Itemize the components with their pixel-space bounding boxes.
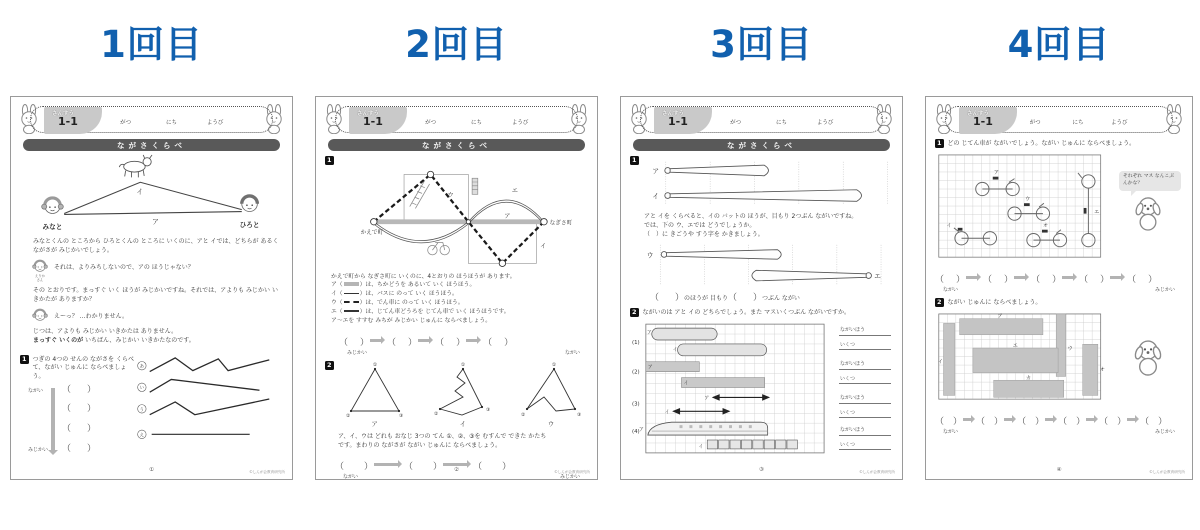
question-1-badge: 1 <box>326 156 332 164</box>
question-2-badge: 2 <box>936 298 942 307</box>
left-kid-name: みなと <box>42 223 63 232</box>
bats-a-i-figure <box>643 156 893 210</box>
svg-text:②: ② <box>433 412 439 418</box>
arrow-icon <box>1062 276 1073 279</box>
copyright: ©しんが会教育研究所 <box>249 470 285 474</box>
short-label: みじかい <box>1154 287 1175 294</box>
arrow-icon <box>443 463 467 466</box>
short-label: みじかい <box>347 350 368 357</box>
svg-text:③: ③ <box>577 413 582 419</box>
subject-label: さんすう <box>967 110 990 117</box>
answer-blank[interactable]: （ ） <box>935 417 963 428</box>
arrow-icon <box>1086 418 1094 421</box>
arrow-icon <box>1045 418 1053 421</box>
bars-grid-section <box>935 310 1183 405</box>
row-3-label: (3) <box>631 401 640 408</box>
boy-hiroto-icon <box>242 196 258 212</box>
answer-blank[interactable]: （ ） <box>1140 417 1168 428</box>
row-3-arrows <box>665 395 769 415</box>
bike-o-label: オ <box>1042 223 1049 230</box>
page-number: ③ <box>759 467 764 473</box>
copyright: ©しんが会教育研究所 <box>554 470 590 474</box>
worksheet-header <box>935 104 1183 134</box>
sheet-title-band: ながさくらべ <box>633 139 890 151</box>
bar-order-chain <box>935 409 1183 435</box>
header-pill <box>640 106 883 133</box>
question-1-badge: 1 <box>631 156 637 164</box>
day-label: にち <box>1072 120 1084 126</box>
bars-grid-figure <box>935 310 1113 405</box>
shape-a-figure <box>342 361 408 419</box>
bat-a <box>664 165 768 176</box>
helper-side-panel <box>1113 310 1183 405</box>
svg-text:ア: ア <box>704 395 710 402</box>
speech-bubble: それぞれ マス なんこぶんかな？ <box>1119 171 1181 190</box>
bar-i-label: イ <box>937 359 944 366</box>
answer-blank[interactable]: （ ） <box>1017 417 1045 428</box>
conclusion-paragraph: じつは、アよりも みじかい いきかたは ありません。 まっすぐ いくのが いちばん、みじかい いきかたなのです。 <box>33 328 195 345</box>
question-2-section <box>325 361 588 428</box>
page-footer <box>926 467 1192 476</box>
bat-u <box>661 250 781 260</box>
bat-e-label: エ <box>873 272 881 281</box>
answer-blank[interactable]: （ ） <box>473 462 512 473</box>
shape-u-label: ウ <box>547 420 555 429</box>
legend-i: イ（ ）は、バスに のって いく ほうほう。 <box>331 291 458 298</box>
shape-u-figure <box>518 361 584 419</box>
zigzag-lines <box>150 358 270 434</box>
arrow-icon <box>418 339 429 342</box>
attempt-column-4 <box>925 0 1193 530</box>
arrow-icon <box>1004 418 1012 421</box>
line-labels <box>138 362 146 439</box>
long-label: ながい <box>943 287 959 294</box>
bar-o-label: オ <box>1099 367 1105 374</box>
gray-bars <box>944 314 1098 397</box>
answer-blank[interactable]: （ ） <box>335 462 374 473</box>
teacher-paragraph: その とおりです。まっすぐ いく ほうが みじかいですね。それでは、アよりも みじかい いきかたが ありますか？ <box>33 287 278 304</box>
question-1-badge: 1 <box>21 355 27 364</box>
route-u-label: ウ <box>447 191 454 199</box>
worksheet-page-1 <box>10 96 293 480</box>
girl-avatar <box>31 258 49 282</box>
order-answer-column <box>28 386 136 454</box>
grade-label: 1-1 <box>58 115 78 128</box>
bar-a-label: ア <box>997 314 1003 321</box>
grade-label: 1-1 <box>363 115 383 128</box>
legend-intro: かえで町から なぎさ町に いくのに、4とおりの ほうほうが あります。 <box>331 273 516 280</box>
intro-paragraph: みなとくんの ところから ひろとくんの ところに いくのに、アと イでは、どちらが あるく ながさが みじかいでしょう。 <box>33 238 279 254</box>
arrow-icon <box>466 339 477 342</box>
girl-avatar <box>31 307 49 323</box>
header-pill <box>335 106 578 133</box>
answer-blank[interactable]: （ ） <box>62 384 97 395</box>
answer-blank[interactable]: （ ） <box>62 404 97 415</box>
gray-bar-swatch <box>344 282 359 286</box>
bicycle-grid-figure <box>935 151 1113 263</box>
attempt-column-2 <box>315 0 598 530</box>
long-label: ながい <box>28 387 44 394</box>
answer-blank[interactable]: （ ） <box>62 424 97 435</box>
day-label: にち <box>470 120 482 126</box>
weekday-label: ようび <box>816 120 834 126</box>
arrow-icon <box>370 339 381 342</box>
long-label: ながい <box>343 474 359 481</box>
answer-line-long[interactable]: ながいほう <box>839 426 891 436</box>
svg-text:イ: イ <box>664 409 670 416</box>
walk-paths-illustration <box>20 153 284 233</box>
grade-label: 1-1 <box>668 115 688 128</box>
question-2-text: ながいのは アと イの どちらでしょう。また マスいくつぶん ながいですか。 <box>642 308 850 316</box>
bike-i-label: イ <box>946 223 952 230</box>
question-1-text: つぎの 4つの せんの ながさを くらべて、ながい じゅんに ならべましょう。 <box>32 355 134 381</box>
answer-column <box>839 320 893 459</box>
question-1-badge: 1 <box>936 139 942 147</box>
worksheet-page-4 <box>925 96 1193 480</box>
answer-line-long[interactable]: ながいほう <box>839 326 891 336</box>
long-label: ながい <box>943 429 959 436</box>
svg-text:ア: ア <box>638 427 644 434</box>
worksheet-page-3 <box>620 96 903 480</box>
svg-text:い: い <box>139 386 145 392</box>
answer-blank[interactable]: （ ） <box>387 338 418 349</box>
question-1-answer-line <box>650 293 893 303</box>
arrow-icon <box>963 418 971 421</box>
speech-row-1 <box>31 258 283 282</box>
answer-end-text: つぶん ながい <box>761 295 800 302</box>
bat-i <box>664 190 861 202</box>
compare-grid-figure <box>630 320 834 459</box>
month-label: がつ <box>1029 120 1041 126</box>
header-pill <box>30 106 273 133</box>
answer-line-count[interactable]: いくつ <box>839 409 891 419</box>
row-1-breads <box>647 328 767 356</box>
arrow-icon <box>1014 276 1025 279</box>
answer-blank[interactable]: （ ） <box>983 275 1014 286</box>
speech-text: それは、よりみちしないので、アの ほうじゃない？ <box>54 264 194 271</box>
question-2-badge: 2 <box>326 361 332 370</box>
bats-u-e-figure <box>637 241 887 289</box>
speech-row-2 <box>31 307 283 323</box>
route-legend <box>331 273 588 327</box>
route-a-label: ア <box>503 212 510 220</box>
header-pill <box>945 106 1173 133</box>
legend-u: ウ（ ）は、でん車に のって いく ほうほう。 <box>331 300 464 307</box>
svg-text:あ: あ <box>139 364 145 370</box>
arrow-icon <box>1110 276 1121 279</box>
question-1-text: どの じてん車が ながいでしょう。ながい じゅんに ならべましょう。 <box>947 139 1136 147</box>
question-2-text: ア、イ、ウは どれも おなじ 3つの てん ①、②、③を むすんで できた かたち です。まわりの ながさが ながい じゅんに ならべましょう。 <box>338 433 547 450</box>
answer-line-long[interactable]: ながいほう <box>839 394 891 404</box>
answer-blank[interactable]: （ ） <box>650 293 685 303</box>
svg-text:①: ① <box>460 363 465 369</box>
question-2-text: ながい じゅんに ならべましょう。 <box>947 298 1042 306</box>
long-to-short-arrow-icon <box>51 388 55 450</box>
answer-blank[interactable]: （ ） <box>1127 275 1158 286</box>
grade-label: 1-1 <box>973 115 993 128</box>
answer-blank[interactable]: （ ） <box>435 338 466 349</box>
thin-line-swatch <box>344 293 359 294</box>
grid-lines <box>939 155 1101 257</box>
shape-i-label: イ <box>459 420 466 429</box>
arrow-icon <box>966 276 977 279</box>
page-footer <box>621 467 902 476</box>
route-map-diagram <box>337 165 577 269</box>
answer-mid-text: のほうが 目もり <box>684 295 728 302</box>
answer-blank[interactable]: （ ） <box>1058 417 1086 428</box>
worksheet-page-2 <box>315 96 598 480</box>
worksheet-header <box>20 104 283 134</box>
question-2-badge: 2 <box>631 308 637 316</box>
girl-face-icon <box>32 258 48 274</box>
answer-blank[interactable]: （ ） <box>62 443 97 454</box>
bar-u-label: ウ <box>1067 346 1073 353</box>
sheet-title-band: ながさくらべ <box>23 139 280 151</box>
dashed-line-swatch <box>344 301 359 303</box>
map-box-right <box>468 221 536 263</box>
day-label: にち <box>165 120 177 126</box>
page-footer <box>11 467 292 476</box>
shape-i <box>430 361 496 428</box>
four-lines-figure <box>136 350 283 452</box>
attempt-3-title: 3回目 <box>710 23 813 66</box>
dog-icon <box>119 155 152 177</box>
weekday-label: ようび <box>206 120 224 126</box>
bat-i-label: イ <box>651 192 659 201</box>
weekday-label: ようび <box>511 120 529 126</box>
helper-side-panel <box>1113 151 1183 263</box>
svg-text:ア: ア <box>646 330 652 337</box>
legend-a: ア（ ）は、ちかどうを あるいて いく ほうほう。 <box>331 282 476 289</box>
bar-e-label: エ <box>1012 343 1018 350</box>
emphasis-text: まっすぐ いくのが <box>33 337 84 345</box>
short-label: みじかい <box>1154 429 1175 436</box>
answer-blank[interactable]: （ ） <box>483 338 514 349</box>
answer-line-long[interactable]: ながいほう <box>839 360 891 370</box>
girl-minato-icon <box>42 198 64 214</box>
bike-a <box>976 177 1020 196</box>
long-label: ながい <box>564 350 580 357</box>
answer-blank[interactable]: （ ） <box>1031 275 1062 286</box>
right-town-label: なぎさ町 <box>549 220 572 227</box>
subject-label: さんすう <box>52 110 75 117</box>
bicycle-grid-section <box>935 151 1183 263</box>
svg-text:②: ② <box>345 414 350 420</box>
svg-text:イ: イ <box>683 380 689 387</box>
left-town-label: かえで町 <box>360 229 383 236</box>
worksheet-header <box>630 104 893 134</box>
month-label: がつ <box>425 120 437 126</box>
route-u-train <box>373 174 543 263</box>
bat-u-label: ウ <box>646 251 654 260</box>
arrow-icon <box>1127 418 1135 421</box>
bike-o <box>1027 230 1067 247</box>
svg-text:①: ① <box>372 363 377 369</box>
slide-icon <box>409 180 429 208</box>
bike-order-chain <box>935 267 1183 293</box>
speech-text: えーっ？ …わかりません。 <box>54 313 129 321</box>
map-box-left <box>404 174 468 221</box>
attempt-2-title: 2回目 <box>405 23 508 66</box>
short-label: みじかい <box>28 446 49 453</box>
page-number: ② <box>454 467 459 473</box>
path-a-label: ア <box>152 218 159 227</box>
question-1-section <box>20 350 283 454</box>
month-label: がつ <box>730 120 742 126</box>
page-number: ④ <box>1056 467 1062 473</box>
copyright: ©しんが会教育研究所 <box>859 470 895 474</box>
bicycle-icon <box>427 242 449 254</box>
svg-text:②: ② <box>521 413 526 419</box>
order-answer-chain <box>339 330 588 356</box>
answer-blank[interactable]: （ ） <box>727 293 762 303</box>
sheet-title-band: ながさくらべ <box>328 139 585 151</box>
order-instruction: ア〜エを すすむ みちが みじかい じゅんに ならべましょう。 <box>331 318 491 325</box>
route-i-label: イ <box>539 242 546 250</box>
copyright: ©しんが会教育研究所 <box>1149 470 1185 474</box>
row-2-label: (2) <box>631 369 640 376</box>
row-4-trains <box>639 422 797 450</box>
route-e-label: エ <box>511 186 518 194</box>
svg-text:イ: イ <box>698 444 704 451</box>
bat-e <box>751 270 871 281</box>
bike-e-label: エ <box>1094 209 1100 216</box>
row-4-label: (4) <box>631 429 640 436</box>
month-label: がつ <box>120 120 132 126</box>
answer-blank[interactable]: （ ） <box>935 275 966 286</box>
shape-i-figure <box>430 361 496 419</box>
bike-e <box>1078 173 1095 247</box>
legend-e: エ（ ）は、じてん車どうろを じてん車で いく ほうほうです。 <box>331 309 510 316</box>
answer-blank[interactable]: （ ） <box>339 338 370 349</box>
arrow-icon <box>374 463 398 466</box>
bike-a-label: ア <box>993 170 999 177</box>
attempt-4-title: 4回目 <box>1007 23 1111 66</box>
svg-text:ア: ア <box>647 364 653 371</box>
shape-u <box>518 361 584 428</box>
svg-text:え: え <box>139 433 145 439</box>
answer-line-count[interactable]: いくつ <box>839 441 891 451</box>
building-icon <box>472 178 478 194</box>
weekday-label: ようび <box>1110 120 1128 126</box>
svg-text:①: ① <box>551 363 557 369</box>
answer-line-count[interactable]: いくつ <box>839 341 891 351</box>
girl-name: えりか さん <box>35 274 45 283</box>
page-footer <box>316 467 597 476</box>
short-label: みじかい <box>559 474 580 481</box>
girl-face-icon <box>32 307 48 323</box>
answer-blank[interactable]: （ ） <box>404 462 443 473</box>
triangle-shapes-row <box>338 361 589 428</box>
bike-u-label: ウ <box>1024 196 1031 203</box>
attempt-column-1 <box>10 0 293 530</box>
subject-label: さんすう <box>662 110 685 117</box>
svg-text:う: う <box>139 408 145 414</box>
puppy-icon <box>1130 336 1166 378</box>
bike-i <box>954 228 997 245</box>
question-1-text: アと イを くらべると、イの バットの ほうが、目もり 2つぶん ながいですね。 では、下の ウ、エでは どうでしょうか。 （ ）に きごうや すう字を かきましょう。 <box>644 213 858 238</box>
right-kid-name: ひろと <box>239 221 260 230</box>
attempt-1-title: 1回目 <box>100 23 203 66</box>
bat-a-label: ア <box>651 167 659 176</box>
answer-blank[interactable]: （ ） <box>976 417 1004 428</box>
compare-grid-section <box>630 320 893 459</box>
map-point-dots <box>370 171 547 266</box>
svg-text:③: ③ <box>398 414 403 420</box>
bar-ka-label: カ <box>1025 375 1032 382</box>
bike-u <box>1008 203 1050 220</box>
page-number: ① <box>149 467 154 473</box>
attempt-column-3 <box>620 0 903 530</box>
shape-a <box>342 361 408 428</box>
svg-text:③: ③ <box>485 408 491 414</box>
day-label: にち <box>775 120 787 126</box>
answer-blank[interactable]: （ ） <box>1099 417 1127 428</box>
path-i-line <box>64 182 242 213</box>
shape-a-label: ア <box>371 420 378 429</box>
path-a-line <box>64 212 242 215</box>
path-i-label: イ <box>136 187 144 196</box>
puppy-icon <box>1131 193 1165 233</box>
subject-label: さんすう <box>357 110 380 117</box>
answer-blank[interactable]: （ ） <box>1079 275 1110 286</box>
worksheet-header <box>325 104 588 134</box>
double-line-swatch <box>344 310 359 313</box>
row-1-label: (1) <box>631 340 640 347</box>
answer-line-count[interactable]: いくつ <box>839 375 891 385</box>
svg-text:イ: イ <box>672 347 678 354</box>
